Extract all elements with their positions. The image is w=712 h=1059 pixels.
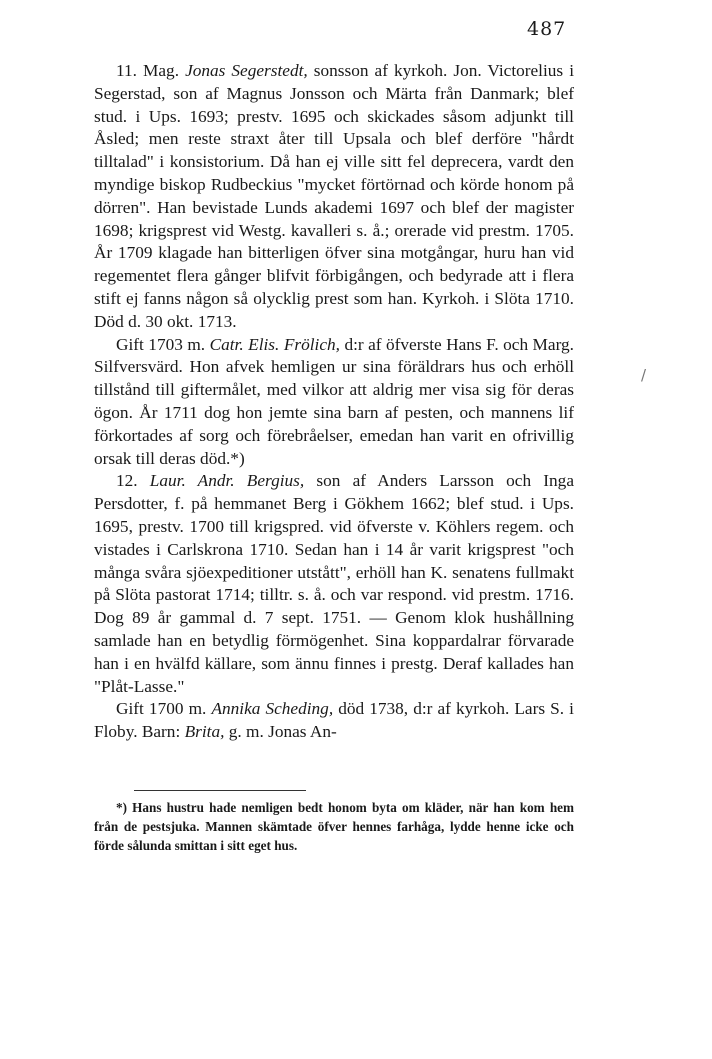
entry-11-text: sonsson af kyrkoh. Jon. Victorelius i Segerstad, son af Magnus Jonsson och Märta från Danmark; blef stud. i Ups. 1693; prestv. 1695 och skickades såsom adjunkt till Åsled; men reste straxt åter till Upsala och blef derföre "hårdt tilltalad" i konsistorium. Då han ej ville sitt fel deprecera, vardt den myndige biskop Rudbeckius "mycket förtörnad och körde honom på dörren". Han bevistade Lunds akademi 1697 och blef der magister 1698; krigsprest vid Westg. kavalleri s. å.; orerade vid prestm. 1705. År 1709 klagade han bitterligen öfver sina motgångar, huru han vid regementet flera gånger blifvit förbigången, och bedyrade att i flera stift ej fanns någon så olycklig prest som han. Kyrkoh. i Slöta 1710. Död d. 30 okt. 1713. bbox=[94, 61, 574, 331]
entry-12-number: 12. bbox=[116, 471, 138, 491]
entry-12-text: son af Anders Larsson och Inga Persdotter, f. på hemmanet Berg i Gökhem 1662; blef stud. i Ups. 1695, prestv. 1700 till krigspred. vid öfverste v. Köhlers regem. och vistades i Carlskrona 1710. Sedan han i 14 år varit krigsprest "och många svåra sjöexpeditioner utstått", erhöll han K. senatens fullmakt på Slöta pastorat 1714; tilltr. s. å. och var respond. vid prestm. 1716. Dog 89 år gammal d. 7 sept. 1751. — Genom klok hushållning samlade han en betydlig förmögenhet. Sina koppardalrar förvarade han i en hvälfd källare, som ännu finnes i prestg. Deraf kallades han "Plåt-Lasse." bbox=[94, 471, 574, 696]
entry-12-marriage-end: g. m. Jonas An- bbox=[228, 722, 337, 742]
entry-11 bbox=[94, 60, 574, 334]
main-text bbox=[94, 60, 574, 744]
entry-11-marriage-start: Gift 1703 m. bbox=[116, 334, 206, 354]
entry-12-marriage-mid: död 1738, d:r af kyrkoh. Lars S. i Floby. Barn: bbox=[94, 699, 574, 742]
entry-11-title: Mag. bbox=[143, 61, 180, 80]
entry-12-marriage bbox=[94, 698, 574, 744]
entry-11-number: 11. bbox=[116, 61, 137, 80]
footnote-text: *) Hans hustru hade nemligen bedt honom byta om kläder, när han kom hem från de pestsjuka. Mannen skämtade öfver hennes farhåga, lydde henne icke och förde sålunda smittan i sitt eget hus. bbox=[94, 800, 574, 853]
entry-11-marriage bbox=[94, 334, 574, 471]
entry-12 bbox=[94, 470, 574, 698]
entry-11-marriage-text: d:r af öfverste Hans F. och Marg. Silfversvärd. Hon afvek hemligen ur sina föräldrars hus och erhöll tillstånd till giftermålet, med vilkor att aldrig mer visa sig för deras ögon. År 1711 dog hon jemte sina barn af pesten, och mannens lif förkortades af sorg och förebråelser, emedan han varit en ofrivillig orsak till deras död.*) bbox=[94, 334, 574, 468]
footnote bbox=[94, 798, 574, 855]
entry-11-wife: Catr. Elis. Frölich, bbox=[209, 334, 340, 354]
margin-mark: / bbox=[641, 366, 647, 384]
entry-12-child: Brita, bbox=[184, 722, 225, 742]
entry-12-marriage-start: Gift 1700 m. bbox=[116, 699, 207, 719]
footnote-divider bbox=[134, 790, 306, 791]
entry-12-wife: Annika Scheding, bbox=[211, 699, 334, 719]
page-number: 487 bbox=[527, 18, 567, 40]
entry-12-name: Laur. Andr. Bergius, bbox=[149, 471, 305, 491]
entry-11-name: Jonas Segerstedt, bbox=[185, 61, 308, 80]
